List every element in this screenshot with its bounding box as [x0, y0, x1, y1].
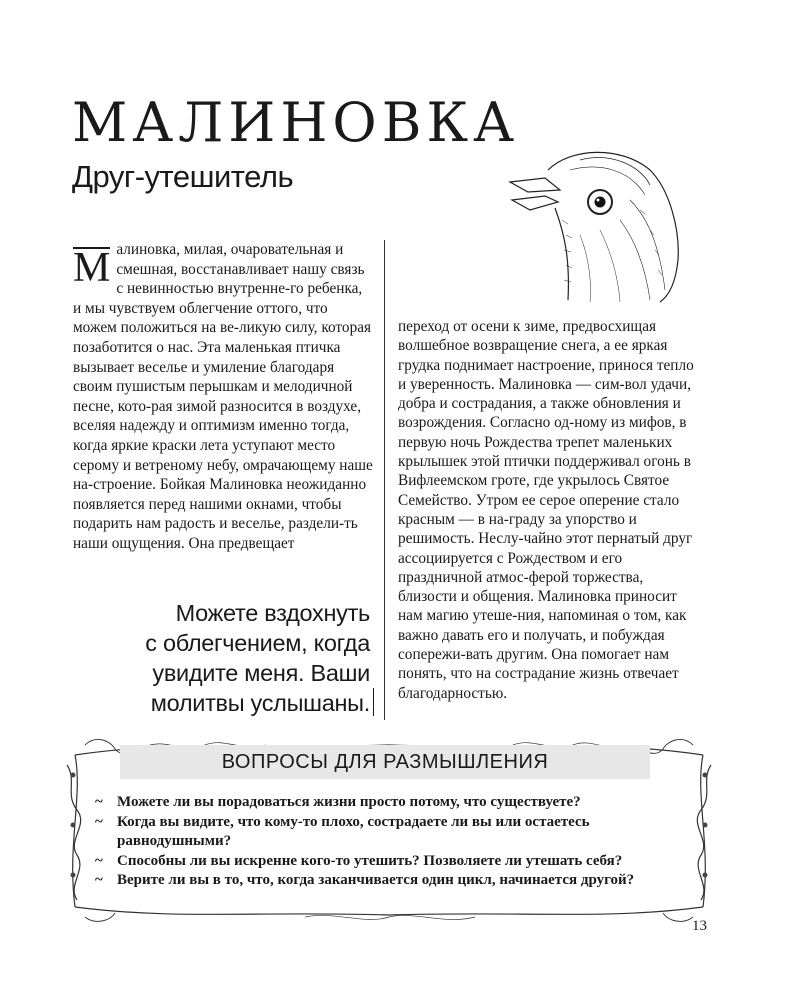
question-text: Можете ли вы порадоваться жизни просто потому, что существуете?: [117, 794, 581, 810]
list-item: [95, 852, 675, 872]
pull-quote-line: с облегчением, когда: [145, 630, 370, 656]
article-text-left: алиновка, милая, очаровательная и смешная, восстанавливает нашу связь с невинностью внутренне-го ребенка, и мы чувствуем облегчение оттого, что можем положиться на ве-ликую силу, которая позаботится о нас. Эта маленькая птичка вызывает веселье и умиление благодаря своим пушистым перышкам и мелодичной песне, кото-рая зимой разносится в воздухе, вселяя надежду и оптимизм именно тогда, когда яркие краски лета уступают место серому и ветреному небу, омрачающему наше на-строение. Бойкая Малиновка неожиданно появляется перед нашими окнами, чтобы подарить нам радость и веселье, раздели-ть наши ощущения. Она предвещает: [73, 241, 373, 552]
robin-illustration: [500, 140, 700, 305]
column-divider: [384, 240, 385, 720]
pull-quote-line: молитвы услышаны.: [150, 690, 370, 716]
page-number: 13: [692, 918, 707, 934]
article-column-left: [73, 240, 373, 554]
question-text: Способны ли вы искренне кого-то утешить? Позволяете ли утешать себя?: [117, 852, 623, 869]
list-item: [95, 813, 675, 852]
list-item: [95, 793, 675, 813]
tilde-bullet-icon: ~: [95, 872, 103, 888]
list-item: [95, 871, 675, 891]
article-column-right: [398, 317, 698, 703]
pull-quote: [128, 598, 370, 718]
pull-quote-line: Можете вздохнуть: [175, 600, 370, 626]
tilde-bullet-icon: ~: [95, 813, 103, 830]
pull-quote-line: увидите меня. Ваши: [152, 660, 370, 686]
questions-list: [95, 793, 675, 891]
questions-header: [120, 745, 650, 779]
tilde-bullet-icon: ~: [95, 794, 103, 810]
drop-cap: М: [73, 245, 111, 291]
article-text-right: переход от осени к зиме, предвосхищая волшебное возвращение снега, а ее яркая грудка поднимает настроение, принося тепло и уверенность. Малиновка — сим-вол удачи, добра и сострадания, а также обновления и возрождения. Согласно од-ному из мифов, в первую ночь Рождества трепет маленьких крылышек этой птички поддерживал огонь в Вифлеемском гроте, где укрылось Святое Семейство. Утром ее серое оперение стало красным — в на-граду за упорство и решимость. Неслу-чайно этот пернатый друг ассоциируется с Рождеством и его праздничной атмос-ферой торжества, близости и общения. Малиновка приносит нам магию утеше-ния, напоминая о том, как важно давать его и получать, и побуждая сопережи-вать другим. Она помогает нам понять, что на сострадание жизнь отвечает благодарностью.: [398, 318, 694, 702]
question-text: Верите ли вы в то, что, когда заканчивается один цикл, начинается другой?: [117, 872, 635, 888]
pull-quote-rule: [373, 688, 374, 716]
questions-title: ВОПРОСЫ ДЛЯ РАЗМЫШЛЕНИЯ: [221, 750, 549, 773]
question-text: Когда вы видите, что кому-то плохо, сострадаете ли вы или остаетесь равнодушными?: [117, 813, 590, 849]
tilde-bullet-icon: ~: [95, 852, 103, 869]
page-title: МАЛИНОВКА: [72, 91, 520, 154]
page-subtitle: Друг-утешитель: [72, 159, 294, 194]
